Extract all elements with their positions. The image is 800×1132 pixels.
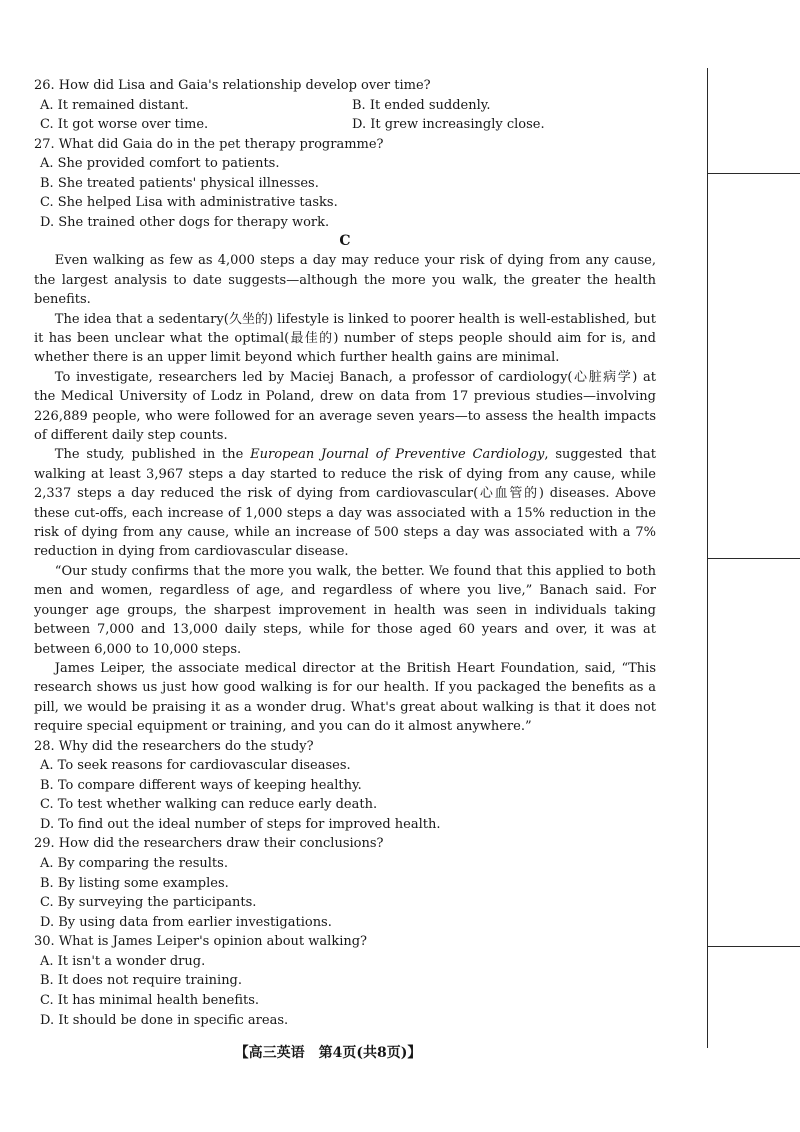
option-c[interactable]: C. She helped Lisa with administrative tasks.: [40, 195, 338, 211]
question-stem: 29. How did the researchers draw their conclusions?: [34, 836, 384, 852]
option-b[interactable]: B. She treated patients' physical illnesses.: [40, 175, 319, 191]
question-29: [34, 834, 656, 932]
option-d[interactable]: D. It grew increasingly close.: [352, 117, 545, 132]
content-column: [34, 76, 656, 1030]
option-b[interactable]: B. It does not require training.: [40, 973, 243, 989]
passage-paragraph: James Leiper, the associate medical director at the British Heart Foundation, said, “This research shows us just how good walking is for our health. If you packaged the benefits as a pill, we would be praising it as a wonder drug. What's great about walking is that it does not require special equipment or training, and you can do it almost anywhere.”: [34, 660, 656, 735]
option-b[interactable]: B. To compare different ways of keeping healthy.: [40, 777, 362, 793]
option-a[interactable]: A. By comparing the results.: [40, 855, 228, 871]
passage-paragraph: [34, 445, 656, 561]
section-title: C: [339, 233, 351, 250]
passage-paragraph: “Our study confirms that the more you walk, the better. We found that this applied to both men and women, regardless of age, and regardless of where you live,” Banach said. For younger age groups, the sharpest improvement in health was seen in individuals taking between 7,000 and 13,000 daily steps, while for those aged 60 years and over, it was at between 6,000 to 10,000 steps.: [34, 563, 656, 657]
passage: [34, 251, 656, 736]
option-d[interactable]: D. She trained other dogs for therapy work.: [40, 214, 330, 230]
option-d[interactable]: D. It should be done in specific areas.: [40, 1012, 289, 1028]
passage-paragraph: Even walking as few as 4,000 steps a day may reduce your risk of dying from any cause, the largest analysis to date suggests—although the more you walk, the greater the health benefits.: [34, 253, 656, 308]
option-row: [40, 115, 656, 135]
passage-paragraph: To investigate, researchers led by Maciej Banach, a professor of cardiology(心脏病学) at the Medical University of Lodz in Poland, drew on data from 17 previous studies—involving 226,889 people, who were followed for an average seven years—to assess the health impacts of different daily step counts.: [34, 369, 656, 444]
margin-tick: [707, 946, 800, 947]
question-26: [34, 76, 656, 135]
page-footer: 【高三英语 第4页(共8页)】: [234, 1045, 422, 1061]
question-stem: 26. How did Lisa and Gaia's relationship develop over time?: [34, 78, 431, 93]
option-c[interactable]: C. By surveying the participants.: [40, 895, 257, 911]
option-a[interactable]: A. It remained distant.: [40, 97, 189, 113]
question-stem: 30. What is James Leiper's opinion about walking?: [34, 934, 368, 950]
option-b[interactable]: B. By listing some examples.: [40, 875, 229, 891]
journal-title: European Journal of Preventive Cardiology: [250, 447, 545, 463]
margin-tick: [707, 173, 800, 174]
question-stem: 28. Why did the researchers do the study?: [34, 738, 314, 754]
option-c[interactable]: C. It has minimal health benefits.: [40, 992, 260, 1008]
paragraph-text: , suggested that walking at least 3,967 steps a day started to reduce the risk of dying from any cause, while 2,337 steps a day reduced the risk of dying from cardiovascular(心血管的) diseases. Above these cut-offs, each increase of 1,000 steps a day was associated with a 15% reduction in the risk of dying from any cause, while an increase of 500 steps a day was associated with a 7% reduction in dying from cardiovascular disease.: [34, 447, 657, 560]
option-a[interactable]: A. It isn't a wonder drug.: [40, 953, 206, 969]
margin-tick: [707, 558, 800, 559]
question-28: [34, 737, 656, 835]
option-a[interactable]: A. She provided comfort to patients.: [40, 156, 280, 171]
option-row: [40, 96, 656, 116]
question-30: [34, 932, 656, 1030]
option-a[interactable]: A. To seek reasons for cardiovascular diseases.: [40, 758, 351, 774]
question-27: [34, 135, 656, 233]
question-stem: 27. What did Gaia do in the pet therapy programme?: [34, 136, 384, 152]
option-b[interactable]: B. It ended suddenly.: [352, 97, 491, 113]
paragraph-text: The study, published in the: [54, 447, 251, 463]
option-c[interactable]: C. To test whether walking can reduce early death.: [40, 797, 378, 813]
option-d[interactable]: D. To find out the ideal number of steps for improved health.: [40, 816, 441, 832]
passage-paragraph: The idea that a sedentary(久坐的) lifestyle is linked to poorer health is well-established, but it has been unclear what the optimal(最佳的) number of steps people should aim for is, and whether there is an upper limit beyond which further health gains are minimal.: [34, 311, 656, 366]
option-c[interactable]: C. It got worse over time.: [40, 117, 209, 132]
option-d[interactable]: D. By using data from earlier investigations.: [40, 914, 332, 930]
